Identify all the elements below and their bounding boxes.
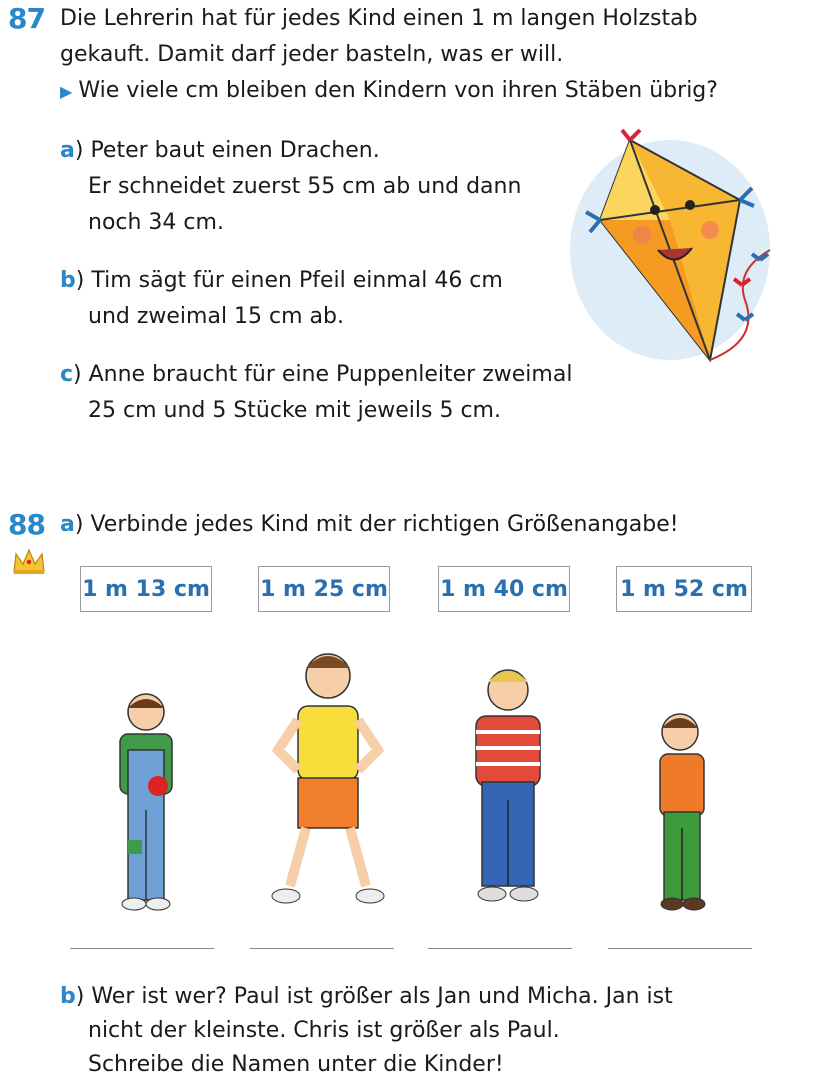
task88-b-line2: nicht der kleinste. Chris ist größer als Paul.	[88, 1018, 560, 1043]
name-answer-line-4[interactable]	[608, 948, 752, 949]
task87-b-line1: b) Tim sägt für einen Pfeil einmal 46 cm	[60, 268, 503, 293]
task87-a-label: a	[60, 138, 75, 163]
task87-intro-line2: gekauft. Damit darf jeder basteln, was er will.	[60, 42, 564, 67]
child-overalls-illustration	[98, 690, 198, 914]
arrow-right-icon: ▶	[60, 82, 73, 101]
height-box-1: 1 m 13 cm	[80, 566, 212, 612]
kite-illustration	[570, 120, 790, 380]
task-number-88: 88	[8, 508, 45, 541]
height-box-4: 1 m 52 cm	[616, 566, 752, 612]
child-striped-shirt-illustration	[458, 660, 558, 908]
height-box-2: 1 m 25 cm	[258, 566, 390, 612]
task-number-87: 87	[8, 2, 45, 35]
name-answer-line-1[interactable]	[70, 948, 214, 949]
child-orange-shirt-illustration	[640, 708, 720, 912]
task88-b-label: b	[60, 984, 76, 1009]
task88-a-line: a) Verbinde jedes Kind mit der richtigen Größenangabe!	[60, 512, 679, 537]
task87-a-line2: Er schneidet zuerst 55 cm ab und dann	[88, 174, 522, 199]
task88-a-label: a	[60, 512, 75, 537]
task87-a-line1: a) Peter baut einen Drachen.	[60, 138, 380, 163]
child-yellow-shirt-illustration	[268, 640, 388, 912]
task87-question: ▶ Wie viele cm bleiben den Kindern von ihren Stäben übrig?	[60, 78, 718, 103]
task87-b-line2: und zweimal 15 cm ab.	[88, 304, 344, 329]
crown-icon	[12, 548, 46, 576]
task87-c-line1: c) Anne braucht für eine Puppenleiter zweimal	[60, 362, 573, 387]
name-answer-line-2[interactable]	[250, 948, 394, 949]
task87-a-line3: noch 34 cm.	[88, 210, 224, 235]
task87-c-line2: 25 cm und 5 Stücke mit jeweils 5 cm.	[88, 398, 501, 423]
height-box-3: 1 m 40 cm	[438, 566, 570, 612]
task87-c-label: c	[60, 362, 74, 387]
task87-intro-line1: Die Lehrerin hat für jedes Kind einen 1 m langen Holzstab	[60, 6, 698, 31]
name-answer-line-3[interactable]	[428, 948, 572, 949]
task87-b-label: b	[60, 268, 76, 293]
task88-b-line3: Schreibe die Namen unter die Kinder!	[88, 1052, 504, 1077]
task88-b-line1: b) Wer ist wer? Paul ist größer als Jan und Micha. Jan ist	[60, 984, 673, 1009]
